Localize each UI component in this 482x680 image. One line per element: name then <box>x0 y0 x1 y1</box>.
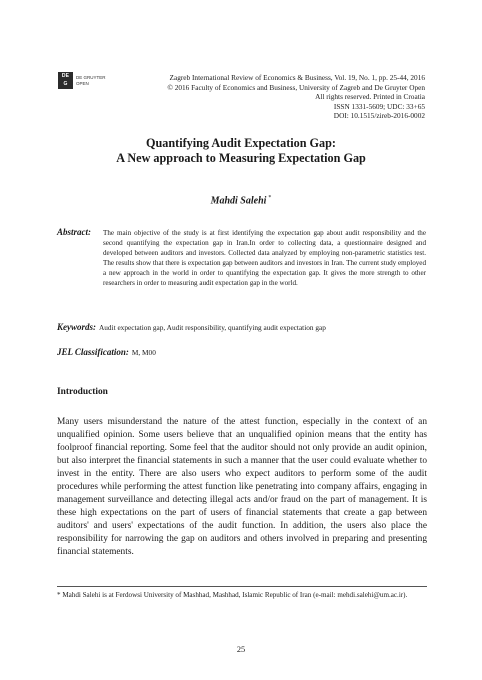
author-footnote: * Mahdi Salehi is at Ferdowsi University of Mashhad, Mashhad, Islamic Republic of Iran (e-mail: mehdi.salehi@um.ac.ir). <box>57 591 408 599</box>
author <box>0 195 482 206</box>
jel-codes: M, M00 <box>131 348 156 357</box>
issn-line: ISSN 1331-5609; UDC: 33+65 <box>333 101 425 111</box>
jel-label: JEL Classification: <box>57 347 129 357</box>
author-name: Mahdi Salehi <box>210 195 267 207</box>
author-footnote-mark: * <box>268 195 272 201</box>
copyright-line: © 2016 Faculty of Economics and Business, University of Zagreb and De Gruyter Open <box>167 82 425 92</box>
rights-line: All rights reserved. Printed in Croatia <box>315 92 425 101</box>
paper-title <box>0 136 482 166</box>
page-number: 25 <box>236 645 246 654</box>
keywords-label: Keywords: <box>57 322 96 332</box>
journal-citation: Zagreb International Review of Economics & Business, Vol. 19, No. 1, pp. 25-44, 2016 <box>169 73 425 82</box>
publisher-name: DE GRUYTER OPEN <box>76 75 106 86</box>
footnote-divider <box>57 586 427 587</box>
publisher-logo <box>58 72 73 89</box>
journal-info <box>95 73 425 121</box>
jel-classification <box>57 347 156 357</box>
keywords <box>57 322 437 332</box>
introduction-paragraph: Many users misunderstand the nature of the attest function, especially in the context of an unqualified opinion. Some users believe that an unqualified opinion means that the entity has foolproof financial reporting. Some feel that the auditor should not only provide an audit opinion, but also interpret the financial statements in such a manner that the user could evaluate whether to invest in the entity. There are also users who expect auditors to perform some of the audit procedures while performing the attest function like penetrating into company affairs, engaging in management surveillance and detecting illegal acts and/or fraud on the part of management. It is these high expectations on the part of users of financial statements that create a gap between auditors' and users' expectations of the audit function. In addition, the users also place the responsibility for narrowing the gap on auditors and others involved in preparing and presenting financial statements. <box>57 417 427 558</box>
logo-line: DE <box>61 73 70 79</box>
title-line-1: Quantifying Audit Expectation Gap: <box>146 136 336 150</box>
doi-line: DOI: 10.1515/zireb-2016-0002 <box>333 111 425 120</box>
keywords-text: Audit expectation gap, Audit responsibility, quantifying audit expectation gap <box>99 323 326 332</box>
logo-line: G <box>63 81 68 87</box>
title-line-2: A New approach to Measuring Expectation Gap <box>116 151 366 165</box>
abstract-text: The main objective of the study is at first identifying the expectation gap about audit responsibility and the second quantifying the expectation gap in Iran.In order to collecting data, a questionnaire designed and developed between auditors and investors. Collected data analyzed by employing non-parametric statistics test. The results show that there is expectation gap between auditors and investors in Iran. The current study employed a new approach in the world in order to quantifying the expectation gap. It gives the more strength to other researchers in order to measuring audit expectation gap in the world. <box>103 229 426 288</box>
abstract-label: Abstract: <box>57 227 92 237</box>
section-heading: Introduction <box>57 387 108 397</box>
